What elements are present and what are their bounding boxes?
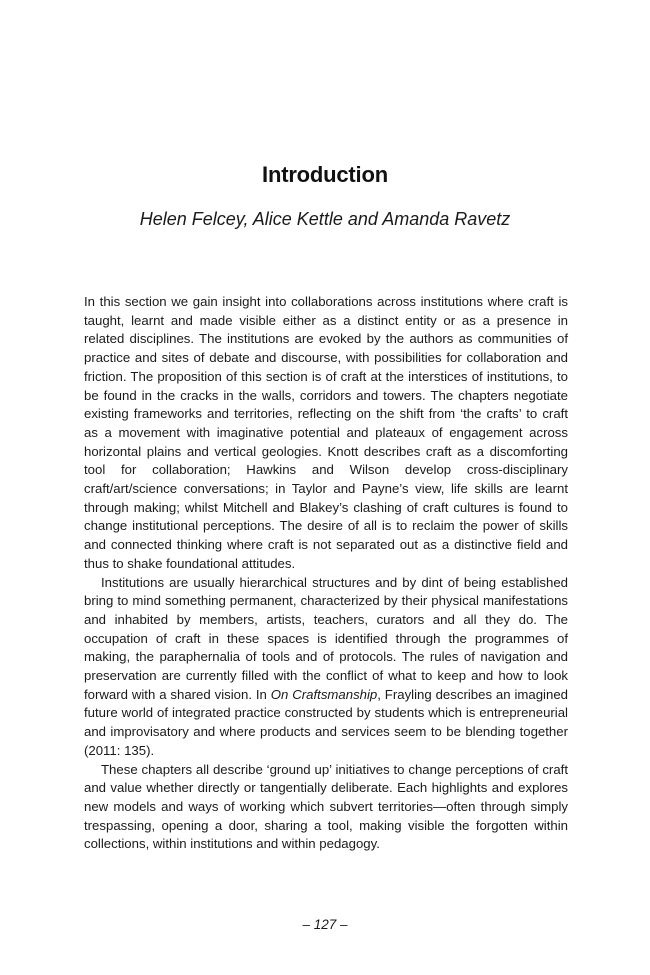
paragraph-3 (84, 761, 568, 855)
book-title-emphasis: On Craftsmanship (270, 686, 378, 702)
paragraph-2-text-end: , Frayling describes an imagined future world of integrated practice constructed by students which is entrepreneurial and improvisatory and where products and services seem to be blending together (2011: 135). (84, 686, 568, 758)
paragraph-2-text-start: Institutions are usually hierarchical structures and by dint of being established bring to mind something permanent, characterized by their physical manifestations and inhabited by members, artists, teachers, curators and all they do. The occupation of craft in these spaces is identified through the programmes of making, the paraphernalia of tools and of protocols. The rules of navigation and preservation are currently filled with the conflict of what to keep and how to look forward with a shared vision. In (84, 574, 568, 702)
page-number: – 127 – (302, 917, 348, 932)
page-title: Introduction (262, 162, 388, 187)
paragraph-1 (84, 293, 568, 574)
body-text (84, 293, 568, 854)
paragraph-3-text: These chapters all describe ‘ground up’ initiatives to change perceptions of craft and value whether directly or tangentially deliberate. Each highlights and explores new models and ways of working which subvert territories—often through simply trespassing, opening a door, sharing a tool, making visible the forgotten within collections, within institutions and within pedagogy. (84, 761, 568, 852)
paragraph-1-text: In this section we gain insight into collaborations across institutions where craft is taught, learnt and made visible either as a distinct entity or as a presence in related disciplines. The institutions are evoked by the authors as communities of practice and sites of debate and discourse, with possibilities for collaboration and friction. The proposition of this section is of craft at the interstices of institutions, to be found in the cracks in the walls, corridors and towers. The chapters negotiate existing frameworks and territories, reflecting on the shift from ‘the crafts’ to craft as a movement with imaginative potential and plateaux of engagement across horizontal plains and vertical geologies. Knott describes craft as a discomforting tool for collaboration; Hawkins and Wilson develop cross-disciplinary craft/art/science conversations; in Taylor and Payne’s view, life skills are learnt through making; whilst Mitchell and Blakey’s clashing of craft cultures is found to change institutional perceptions. The desire of all is to reclaim the power of skills and connected thinking where craft is not separated out as a distinctive field and thus to shake foundational attitudes. (84, 294, 568, 571)
paragraph-2 (84, 574, 568, 761)
authors-byline: Helen Felcey, Alice Kettle and Amanda Ravetz (139, 209, 511, 229)
